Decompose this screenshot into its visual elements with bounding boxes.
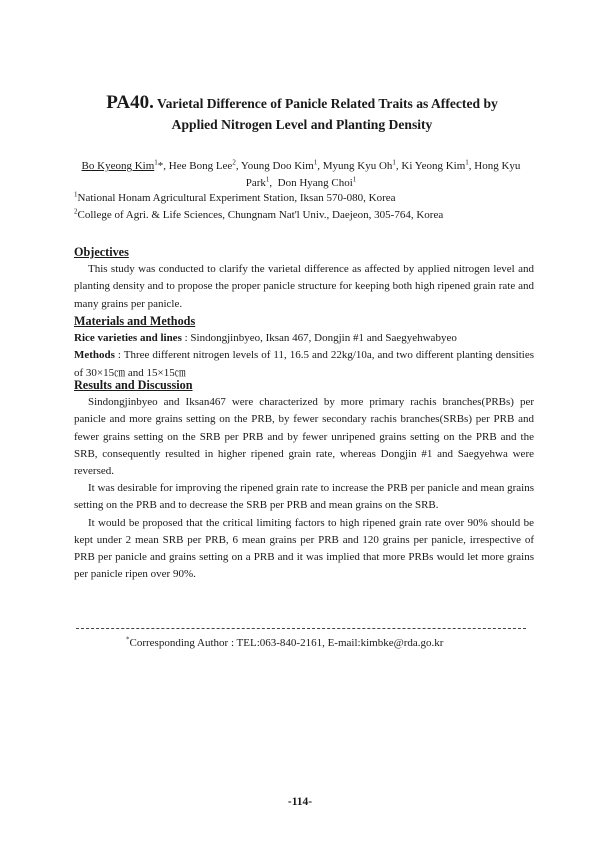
corresponding-author-footnote: *Corresponding Author : TEL:063-840-2161, E-mail:kimbke@rda.go.kr [126,635,444,649]
affiliation-1: $^1$National Honam Agricultural Experiment Station, Iksan 570-080, Korea [74,190,396,204]
section-heading: Objectives [74,245,129,259]
title-line-2: Applied Nitrogen Level and Planting Density [171,117,433,132]
author-name: Don Hyang Choi [277,177,353,189]
paper-title [62,92,542,135]
results-paragraph: It was desirable for improving the ripened grain rate to increase the PRB per panicle and mean grains setting on the PRB and to decrease the SRB per PRB and mean grains on the SRB. [74,482,534,512]
affiliation-2: $^2$College of Agri. & Life Sciences, Chungnam Nat'l Univ., Daejeon, 305-764, Korea [74,207,444,221]
footnote-divider [76,628,526,629]
abstract-code: PA40. [106,92,154,113]
objectives-section [74,244,534,313]
author-name: Hong Kyu Park [245,160,521,189]
author-list: Bo Kyeong Kim$^1$*, Hee Bong Lee$^2$, Young Doo Kim$^1$, Myung Kyu Oh$^1$, Ki Yeong Kim$^1$, Hong Kyu Park$^1$, Don Hyang Choi$^1$ [81,158,521,189]
section-heading: Materials and Methods [74,314,196,328]
section-heading: Results and Discussion [74,378,193,392]
results-paragraph: It would be proposed that the critical limiting factors to high ripened grain rate over 90% should be kept under 2 mean SRB per PRB, 6 mean grains per PRB and 120 grains per panicle, irrespective of PRB per panicle and grains setting on a PRB and it was implied that more PRBs would let more grains per panicle ripen over 90%. [74,516,534,581]
author-name: Young Doo Kim [240,160,314,172]
results-paragraph: Sindongjinbyeo and Iksan467 were characterized by more primary rachis branches(PRBs) per panicle and more grains setting on the PRB, by fewer secondary rachis branches(SRBs) per PRB and fewer grains setting on the SRB per PRB and by fewer unripened grains setting on the PRB and the SRB, consequently resulted in higher ripened grain rate, whereas Dongjin #1 and Saegyehwa were reversed. [74,396,534,478]
page-number: -114- [287,796,313,808]
methods-line: Methods : Three different nitrogen levels of 11, 16.5 and 22kg/10a, and two different planting densities of 30×15㎝ and 15×15㎝ [74,349,534,379]
author-name: Ki Yeong Kim [401,160,466,172]
objectives-text: This study was conducted to clarify the varietal difference as affected by applied nitrogen level and planting density and to propose the proper panicle structure for keeping both high ripened grain rate and many grains per panicle. [74,263,534,310]
methods-section [74,313,534,382]
author-name: Hee Bong Lee [168,160,233,172]
results-section [74,377,534,583]
author-name: Bo Kyeong Kim [81,160,155,172]
author-name: Myung Kyu Oh [322,160,393,172]
rice-varieties-line: Rice varieties and lines : Sindongjinbyeo, Iksan 467, Dongjin #1 and Saegyehwabyeo [74,332,457,345]
title-line-1: PA40. Varietal Difference of Panicle Related Traits as Affected by [106,92,498,113]
